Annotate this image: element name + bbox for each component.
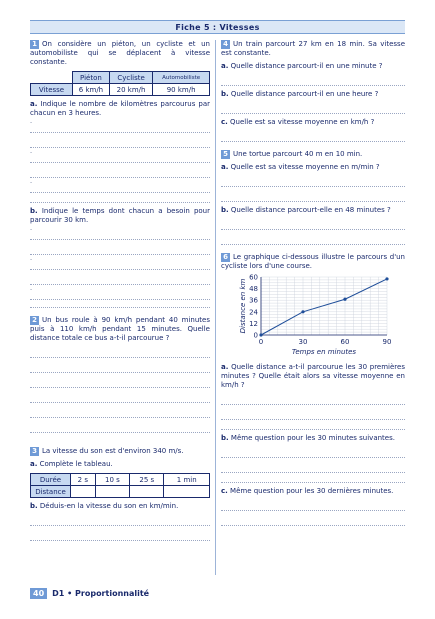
exercise-1 [30,40,210,308]
exercise-3-statement [30,447,210,456]
row-label-vitesse: Vitesse [31,84,73,96]
question-4a [221,62,405,71]
question-label: a. [30,100,38,108]
question-text: Quelle distance parcourt-il en une minute ? [230,62,383,70]
left-column [30,40,210,541]
exercise-2-statement [30,316,210,343]
header-pieton: Piéton [73,72,110,84]
duration-cell: 1 min [164,474,210,486]
question-label: c. [221,487,228,495]
question-text: Quelle distance parcourt-il en une heure ? [230,90,379,98]
answer-line[interactable] [30,225,210,240]
answer-line[interactable] [221,458,405,473]
exercise-number: 2 [30,316,39,325]
answer-line[interactable] [30,178,210,193]
question-label: a. [221,163,229,171]
y-tick-label: 60 [249,273,258,282]
answer-line[interactable] [221,511,405,526]
dash: - [30,256,33,263]
answer-line[interactable] [30,300,210,308]
exercise-3 [30,447,210,541]
x-tick-label: 0 [258,338,264,346]
y-tick-label: 0 [253,331,258,340]
page-title: Fiche 5 : Vitesses [30,20,405,34]
distance-input-cell[interactable] [71,486,96,498]
y-tick-label: 12 [249,319,258,328]
question-label: a. [30,460,38,468]
answer-line[interactable] [30,133,210,148]
question-label: b. [30,207,38,215]
x-axis-label: Temps en minutes [291,348,357,356]
question-text: Déduis-en la vitesse du son en km/min. [39,502,179,510]
question-4b [221,90,405,99]
distance-input-cell[interactable] [95,486,129,498]
exercise-5-statement [221,150,405,159]
answer-line[interactable] [30,343,210,358]
answer-line[interactable] [221,473,405,483]
exercise-6 [221,253,405,526]
y-tick-label: 36 [249,296,258,305]
x-tick-label: 30 [298,338,308,346]
column-divider [215,40,216,575]
answer-line[interactable] [221,99,405,114]
answer-line[interactable] [30,270,210,285]
answer-line[interactable] [221,420,405,430]
question-label: b. [30,502,38,510]
header-cycliste: Cycliste [109,72,152,84]
distance-input-cell[interactable] [130,486,164,498]
page-number: 40 [30,588,47,599]
question-label: c. [221,118,228,126]
question-label: b. [221,206,229,214]
dash: - [30,179,33,186]
cyclist-distance-chart [221,271,405,357]
question-1b [30,207,210,225]
dash: - [30,286,33,293]
answer-line[interactable] [221,127,405,142]
dash: - [30,149,33,156]
data-point [385,277,388,280]
exercise-text: Un bus roule à 90 km/h pendant 40 minutes puis à 110 km/h pendant 15 minutes. Quelle distance totale ce bus a-t-il parcourue ? [30,316,210,342]
question-6b [221,434,405,443]
answer-line[interactable] [30,285,210,300]
y-tick-label: 24 [249,308,258,317]
question-text: Même question pour les 30 minutes suivantes. [230,434,395,442]
chapter-title: D1 • Proportionnalité [52,588,150,598]
exercise-text: On considère un piéton, un cycliste et un automobiliste qui se déplacent à vitesse constante. [30,40,210,66]
duration-cell: 25 s [130,474,164,486]
question-label: b. [221,90,229,98]
question-1a [30,100,210,118]
question-text: Complète le tableau. [39,460,113,468]
distance-input-cell[interactable] [164,486,210,498]
page-footer [30,586,149,600]
exercise-number: 3 [30,447,39,456]
row-label-distance: Distance [31,486,71,498]
y-tick-label: 48 [249,285,258,294]
answer-line[interactable] [30,358,210,373]
data-point [343,298,346,301]
exercise-2 [30,316,210,433]
exercise-4 [221,40,405,142]
question-text: Indique le nombre de kilomètres parcourus par chacun en 3 heures. [30,100,211,117]
exercise-number: 4 [221,40,230,49]
answer-line[interactable] [221,390,405,405]
answer-line[interactable] [221,496,405,511]
exercise-text: Une tortue parcourt 40 m en 10 min. [233,150,363,158]
question-3a [30,460,210,469]
exercise-number: 6 [221,253,230,262]
answer-line[interactable] [221,172,405,187]
answer-line[interactable] [221,215,405,230]
exercise-6-statement [221,253,405,271]
answer-line[interactable] [30,373,210,388]
answer-line[interactable] [221,71,405,86]
answer-line[interactable] [30,148,210,163]
question-text: Quelle est sa vitesse moyenne en km/h ? [230,118,375,126]
answer-line[interactable] [221,230,405,245]
duration-cell: 2 s [71,474,96,486]
answer-line[interactable] [221,187,405,202]
right-column [221,40,405,526]
question-label: b. [221,434,229,442]
value-automobiliste: 90 km/h [153,84,210,96]
exercise-4-statement [221,40,405,58]
x-tick-label: 60 [340,338,350,346]
exercise-text: Un train parcourt 27 km en 18 min. Sa vitesse est constante. [221,40,405,57]
question-label: a. [221,62,229,70]
series-line [261,279,387,335]
exercise-number: 5 [221,150,230,159]
answer-line[interactable] [221,443,405,458]
answer-line[interactable] [30,418,210,433]
question-4c [221,118,405,127]
duration-cell: 10 s [95,474,129,486]
value-pieton: 6 km/h [73,84,110,96]
question-3b [30,502,210,511]
exercise-number: 1 [30,40,39,49]
question-text: Quelle distance a-t-il parcourue les 30 premières minutes ? Quelle était alors sa vitesse moyenne en km/h ? [221,363,405,389]
exercise-text: Le graphique ci-dessous illustre le parcours d'un cycliste lors d'une course. [221,253,405,270]
question-5a [221,163,405,172]
dash: - [30,119,33,126]
question-5b [221,206,405,215]
answer-line[interactable] [30,163,210,178]
answer-line[interactable] [30,118,210,133]
exercise-5 [221,150,405,245]
header-automobiliste: Automobiliste [153,72,210,84]
data-point [301,310,304,313]
answer-line[interactable] [30,388,210,403]
answer-line[interactable] [30,526,210,541]
question-text: Quelle est sa vitesse moyenne en m/min ? [230,163,380,171]
empty-cell [31,72,73,84]
answer-line[interactable] [30,403,210,418]
question-text: Indique le temps dont chacun a besoin pour parcourir 30 km. [30,207,210,224]
answer-line[interactable] [221,405,405,420]
question-text: Même question pour les 30 dernières minutes. [230,487,394,495]
sound-table [30,473,210,498]
answer-line[interactable] [30,193,210,203]
dash: - [30,226,33,233]
x-tick-label: 90 [382,338,392,346]
answer-line[interactable] [30,511,210,526]
answer-line[interactable] [30,240,210,255]
answer-line[interactable] [30,255,210,270]
speed-table [30,71,210,96]
question-6c [221,487,405,496]
data-point [259,333,262,336]
question-label: a. [221,363,229,371]
question-6a [221,363,405,390]
value-cycliste: 20 km/h [109,84,152,96]
exercise-text: La vitesse du son est d'environ 340 m/s. [42,447,184,455]
question-text: Quelle distance parcourt-elle en 48 minutes ? [230,206,391,214]
exercise-1-statement [30,40,210,67]
y-axis-label: Distance en km [239,278,247,334]
row-label-duree: Durée [31,474,71,486]
